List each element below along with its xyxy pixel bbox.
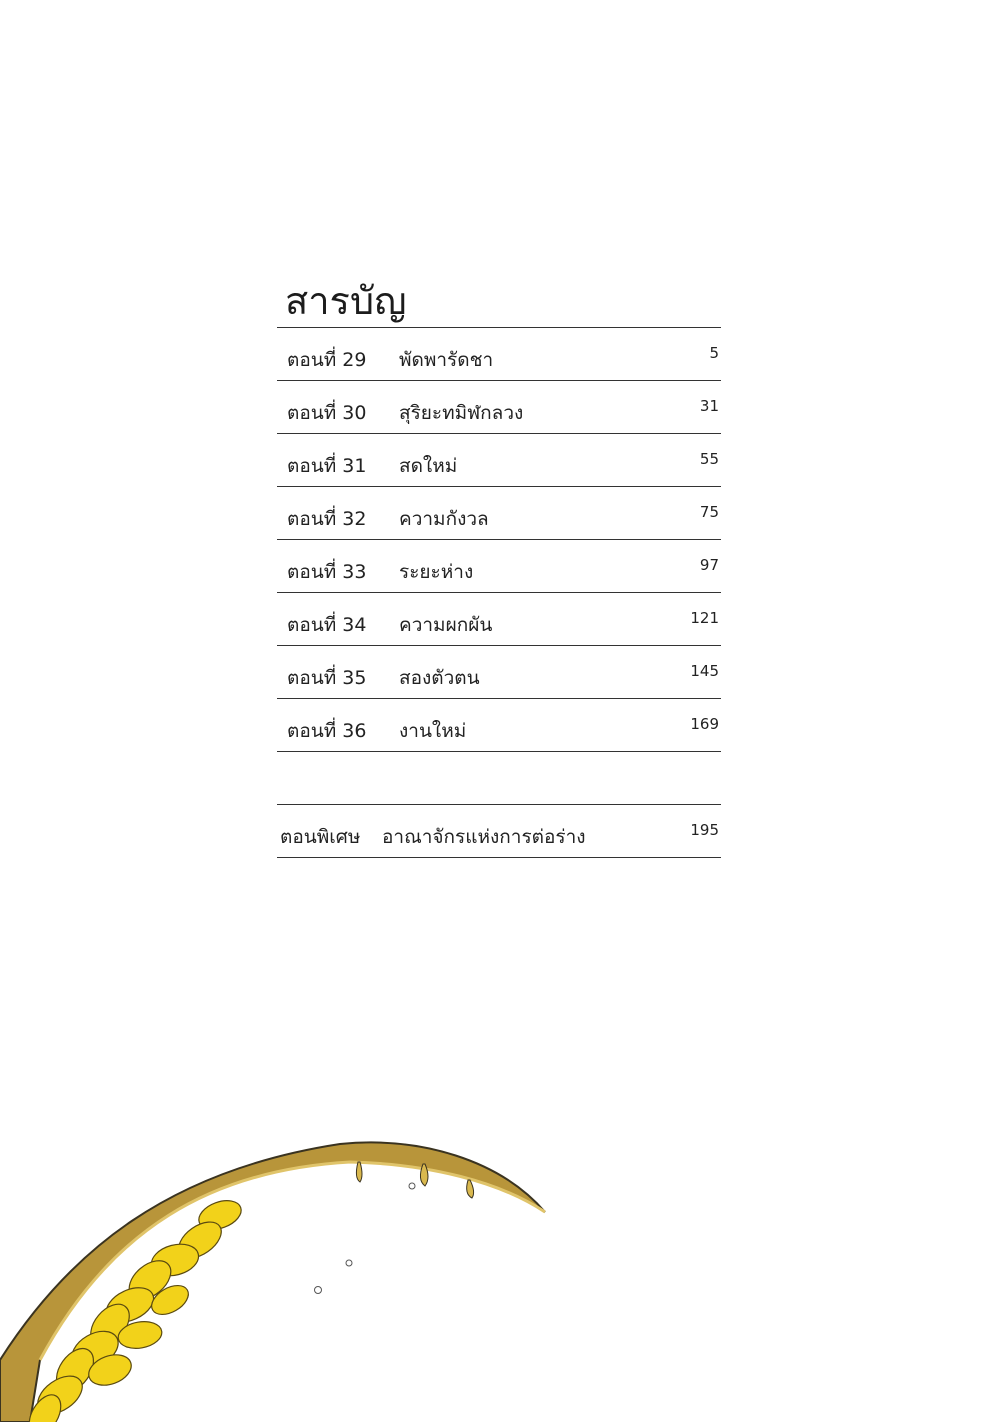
- page-number: 31: [699, 397, 719, 415]
- toc-entry[interactable]: [277, 487, 721, 540]
- chapter-title: ความผกผัน: [399, 614, 493, 636]
- toc-spacer: [277, 752, 721, 804]
- chapter-title: สองตัวตน: [399, 667, 480, 689]
- page-number: 121: [690, 609, 719, 627]
- golden-flower-bowl-illustration: [0, 1120, 560, 1422]
- chapter-title: สุริยะทมิฬกลวง: [399, 402, 524, 424]
- chapter-number: ตอนที่ 34: [287, 614, 367, 636]
- toc-entry[interactable]: [277, 328, 721, 381]
- page-number: 97: [699, 556, 719, 574]
- chapter-number: ตอนที่ 29: [287, 349, 367, 371]
- page-number: 55: [699, 450, 719, 468]
- page-number: 75: [699, 503, 719, 521]
- chapter-number: ตอนที่ 35: [287, 667, 367, 689]
- chapter-title: งานใหม่: [399, 720, 467, 742]
- toc-title: สารบัญ: [285, 279, 407, 323]
- chapter-title: สดใหม่: [399, 455, 458, 477]
- toc-entry[interactable]: [277, 381, 721, 434]
- chapter-title: พัดพารัดชา: [399, 349, 494, 371]
- chapter-number: ตอนที่ 31: [287, 455, 367, 477]
- toc-entry[interactable]: [277, 646, 721, 699]
- page-number: 169: [690, 715, 719, 733]
- toc-entry[interactable]: [277, 540, 721, 593]
- toc-entry[interactable]: [277, 593, 721, 646]
- chapter-number: ตอนที่ 32: [287, 508, 367, 530]
- page-number: 145: [690, 662, 719, 680]
- toc-entry[interactable]: [277, 699, 721, 752]
- page-number: 195: [690, 821, 719, 839]
- table-of-contents: [277, 275, 721, 858]
- chapter-number: ตอนที่ 30: [287, 402, 367, 424]
- chapter-number: ตอนที่ 33: [287, 561, 367, 583]
- toc-entry[interactable]: [277, 434, 721, 487]
- chapter-title: ความกังวล: [399, 508, 489, 530]
- chapter-title: ระยะห่าง: [399, 561, 474, 583]
- page-number: 5: [709, 344, 719, 362]
- special-chapter-title: อาณาจักรแห่งการต่อร่าง: [382, 826, 586, 848]
- special-chapter-label: ตอนพิเศษ: [280, 826, 361, 848]
- chapter-number: ตอนที่ 36: [287, 720, 367, 742]
- toc-entry-special[interactable]: [277, 804, 721, 858]
